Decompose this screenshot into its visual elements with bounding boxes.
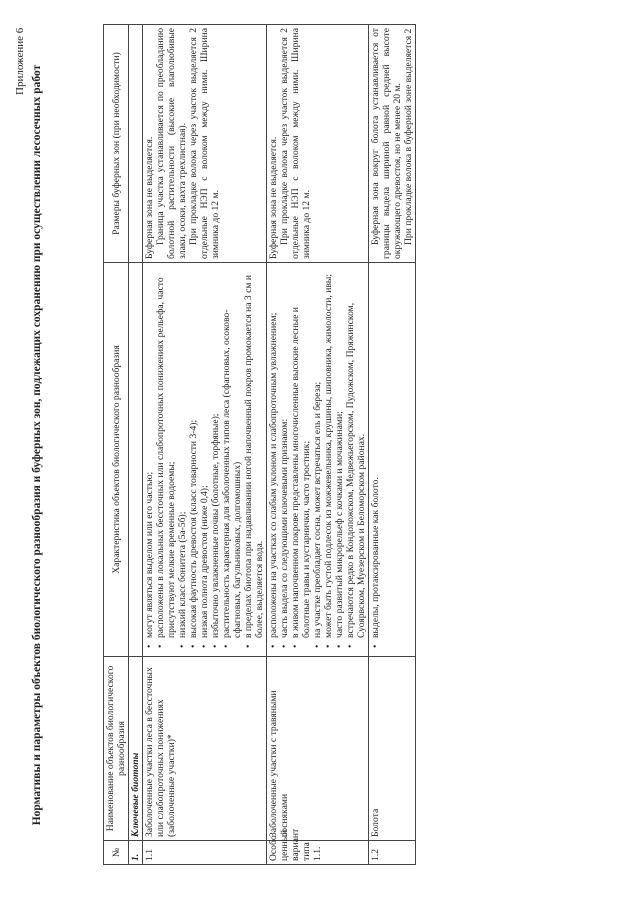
row-features (369, 263, 416, 657)
header-num: № (104, 841, 129, 865)
document-title: Нормативы и параметры объектов биологического разнообразия и буферных зон, подлежащих сохранению при осуществлении лесосечных работ (31, 64, 43, 826)
buffer-line: При прокладке волока через участок выделяется 2 отдельные НЭП с волоком между ними. Ширина зимника до 12 м. (188, 28, 221, 259)
table-row (143, 25, 267, 865)
row-features (267, 263, 369, 657)
feature-item: • на участке преобладает сосна, может встречаться ель и береза; (312, 266, 323, 644)
feature-item: • встречаются редко в Кондопожском, Медвежьегорском, Пудожском, Пряжинском, Суоярвском, Муезерском и Беломорском районах. (345, 266, 367, 644)
table-row (267, 25, 369, 865)
feature-item: • выделы, протаксированные как болото. (370, 266, 381, 644)
feature-item: • в живом напочвенном покрове представлены многочисленные высокие лесные и болотные травы и кустарнички, часто тростник; (290, 266, 312, 644)
row-num: 1.1 (143, 841, 267, 865)
row-buffer (369, 25, 416, 263)
appendix-label: Приложение 6 (14, 27, 26, 95)
feature-item: • расположены на участках со слабым уклоном и слабопроточным увлажнением; (268, 266, 279, 644)
header-name: Наименование объектов биологического разнообразия (104, 657, 129, 841)
feature-item: • часть выдела со следующими ключевыми признаком: (279, 266, 290, 644)
row-buffer (143, 25, 267, 263)
row-name: Заболоченные участки леса в бессточных или слабопроточных понижениях (заболоченные участки)* (143, 657, 267, 841)
buffer-line: Буферная зона не выделяется. (144, 136, 155, 259)
buffer-line: При прокладке волока через участок выделяется 2 отдельные НЭП с волоком между ними. Ширина зимника до 12 м. (279, 28, 312, 259)
buffer-line: Граница участка устанавливается по преобладанию болотной растительности (высокие влаголюбивые злаки, осоки, вахта трехлистная). (155, 28, 188, 259)
feature-item: • может быть густой подлесок из можжевельника, крушины, шиповника, жимолости, ивы; (323, 266, 334, 644)
feature-item: • низкий класс бонитета (5а-5б); (177, 266, 188, 644)
row-name: Заболоченные участки с травяными сосняками (267, 657, 369, 841)
row-name: Болота (369, 657, 416, 841)
feature-item: • растительность характерная для заболоченных типов леса (сфагновых, осоково-сфагновых, багульниковых, долгомошных) (221, 266, 243, 644)
buffer-line: При прокладке волока в буферной зоне выделяется 2 (403, 28, 414, 245)
row-num: 1.2 (369, 841, 416, 865)
feature-item: • в пределах биотопа при надавливании ногой напочвенный покров промокается на 3 см и более, выделяется вода. (243, 266, 265, 644)
feature-item: • расположены в локальных бессточных или слабопроточных понижениях рельефа, часто присутствуют мелкие временные водоемы; (155, 266, 177, 644)
buffer-line: Буферная зона вокруг болота устанавливается от границы выдела шириной равной средней высоте окружающего древостоя, но не менее 20 м. (370, 28, 403, 259)
table-row (369, 25, 416, 865)
feature-item: • низкая полнота древостоя (ниже 0,4); (199, 266, 210, 644)
feature-item: • высокая фаутность древостоя (класс товарности 3-4); (188, 266, 199, 644)
header-row (104, 25, 129, 865)
feature-item: • часто развитый микрорельеф с кочками и мочажинами; (334, 266, 345, 644)
row-buffer (267, 25, 369, 263)
header-buffer: Размеры буферных зон (при необходимости) (104, 25, 129, 263)
feature-item: • избыточно увлажненные почвы (болотные, торфяные); (210, 266, 221, 644)
row-num: Особо ценный вариант типа 1.1. (267, 841, 369, 865)
biotope-table (103, 24, 416, 865)
section-row (129, 25, 143, 865)
header-features: Характеристика объектов биологического разнообразия (104, 263, 129, 657)
row-features (143, 263, 267, 657)
section-num: 1. (129, 841, 143, 865)
feature-item: • могут являться выделом или его частью; (144, 266, 155, 644)
buffer-line: Буферная зона не выделяется. (268, 136, 279, 259)
section-name: Ключевые биотопы (129, 657, 143, 841)
